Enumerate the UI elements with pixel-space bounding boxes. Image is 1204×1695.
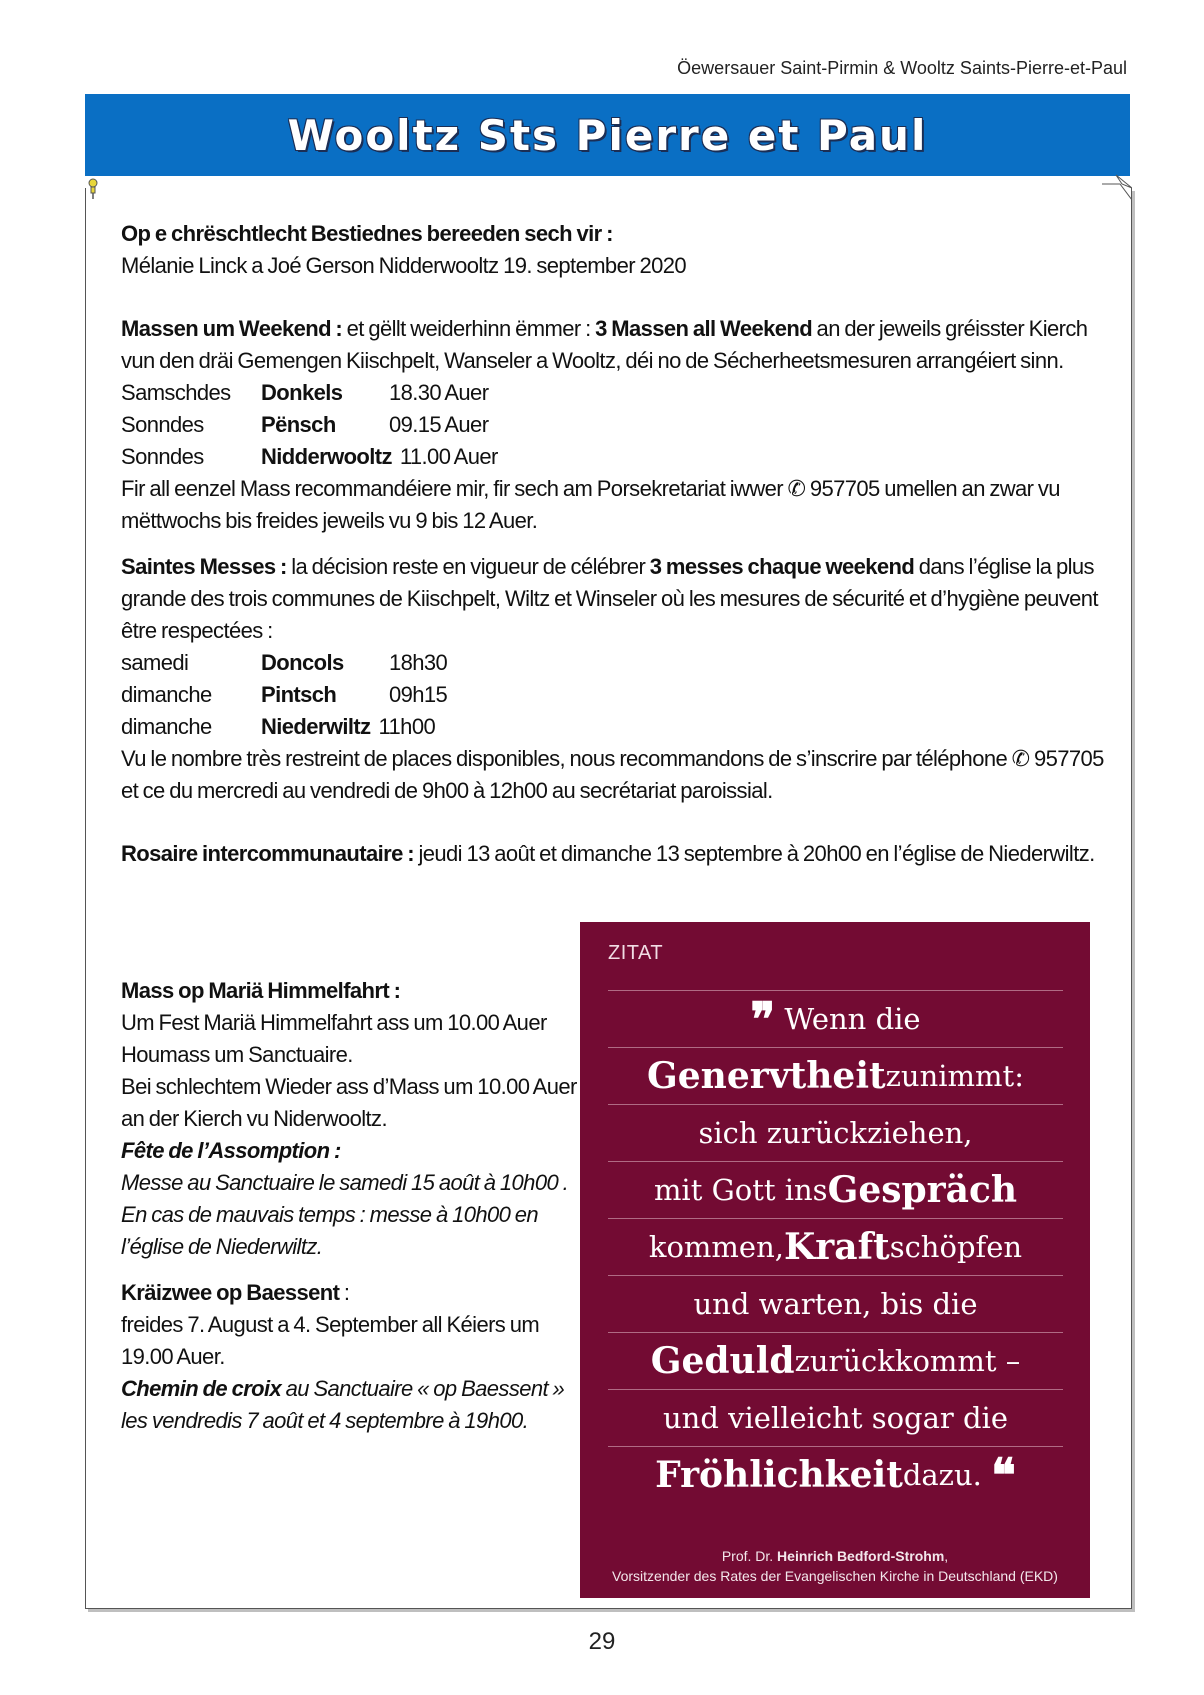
masses-lu-intro [121, 313, 1106, 377]
schedule-time: 11.00 Auer [399, 444, 498, 469]
schedule-row [121, 679, 1106, 711]
masses-fr-note: Vu le nombre très restreint de places disponibles, nous recommandons de s’inscrire par téléphone ✆ 957705 et ce du mercredi au vendredi de 9h00 à 12h00 au secrétariat paroissial. [121, 746, 1104, 803]
stations-lu-heading: Kräizwee op Baessent [121, 1280, 340, 1305]
schedule-day: dimanche [121, 714, 212, 739]
assumption-fr-heading: Fête de l’Assomption : [121, 1138, 341, 1163]
wedding-heading: Op e chrëschtlecht Bestiednes bereeden sech vir : [121, 221, 613, 246]
masses-fr-heading: Saintes Messes : [121, 554, 287, 579]
rosary-section [121, 838, 1106, 870]
masses-fr-text-2: dans l’église la plus grande des trois communes de Kiischpelt, Wiltz et Winseler où les mesures de sécurité et d’hygiène peuvent être respectées : [121, 554, 1098, 643]
quote-keyword: Genervtheit [647, 1055, 886, 1097]
quote-line-3: sich zurückziehen, [698, 1116, 973, 1150]
masses-lu-text-2: an der jeweils gréisster Kierch vun den dräi Gemengen Kiischpelt, Wanseler a Wooltz, déi no de Sécherheetsmesuren arrangéiert sinn. [121, 316, 1088, 373]
stations-fr-text: au Sanctuaire « op Baessent » les vendredis 7 août et 4 septembre à 19h00. [121, 1376, 565, 1433]
quote-label: ZITAT [608, 942, 664, 964]
quote-keyword: Fröhlichkeit [655, 1454, 903, 1496]
schedule-place: Nidderwooltz [261, 444, 392, 469]
quote-line [608, 1162, 1063, 1219]
page-curl-icon [1102, 174, 1132, 200]
quote-text [608, 990, 1063, 1503]
quote-line [608, 1276, 1063, 1333]
rosary-heading: Rosaire intercommunautaire : [121, 841, 414, 866]
quote-box [580, 922, 1090, 1598]
schedule-place: Doncols [261, 650, 344, 675]
rosary-text: jeudi 13 août et dimanche 13 septembre à 20h00 en l’église de Niederwiltz. [413, 841, 1095, 866]
masses-lu-schedule [121, 377, 1106, 473]
stations-fr [121, 1373, 581, 1437]
assumption-fr [121, 1135, 581, 1263]
schedule-time: 18h30 [389, 650, 448, 675]
schedule-place: Pënsch [261, 412, 336, 437]
quote-line [608, 1333, 1063, 1390]
masses-fr-highlight: 3 messes chaque weekend [649, 554, 915, 579]
open-quote-icon: ❞ [750, 992, 776, 1046]
masses-lu-text-1: et gëllt weiderhinn ëmmer : [342, 316, 596, 341]
assumption-fr-text-1: Messe au Sanctuaire le samedi 15 août à 10h00 . [121, 1170, 569, 1195]
quote-line-5-pre: kommen, [648, 1230, 784, 1264]
quote-line-1: Wenn die [784, 1002, 921, 1036]
quote-line [608, 1447, 1063, 1503]
stations-fr-heading: Chemin de croix [121, 1376, 282, 1401]
schedule-row [121, 441, 1106, 473]
masses-lu-note: Fir all eenzel Mass recommandéiere mir, fir sech am Porsekretariat iwwer ✆ 957705 umellen an zwar vu mëttwochs bis freides jeweils vu 9 bis 12 Auer. [121, 476, 1060, 533]
quote-line-6: und warten, bis die [693, 1287, 978, 1321]
left-column [121, 975, 581, 1437]
quote-keyword: Geduld [650, 1340, 795, 1382]
title-banner [85, 94, 1130, 176]
schedule-day: Sonndes [121, 444, 204, 469]
schedule-day: samedi [121, 650, 189, 675]
quote-line-8: und vielleicht sogar die [662, 1401, 1008, 1435]
quote-line-7: zurückkommt – [794, 1344, 1021, 1378]
running-header: Öewersauer Saint-Pirmin & Wooltz Saints-Pierre-et-Paul [677, 58, 1127, 78]
page-number: 29 [588, 1628, 616, 1655]
author-suffix: , [944, 1548, 949, 1564]
quote-line-9: dazu. [902, 1458, 982, 1492]
main-text [121, 218, 1106, 870]
quote-line [608, 1048, 1063, 1105]
page-title: Wooltz Sts Pierre et Paul [287, 110, 928, 160]
schedule-time: 09h15 [389, 682, 448, 707]
schedule-row [121, 409, 1106, 441]
schedule-day: Samschdes [121, 380, 231, 405]
schedule-day: Sonndes [121, 412, 204, 437]
schedule-day: dimanche [121, 682, 212, 707]
stations-lu-text: freides 7. August a 4. September all Kéiers um 19.00 Auer. [121, 1312, 540, 1369]
masses-lu-highlight: 3 Massen all Weekend [595, 316, 813, 341]
quote-line [608, 1219, 1063, 1276]
schedule-place: Niederwiltz [261, 714, 371, 739]
quote-line [608, 1105, 1063, 1162]
schedule-time: 18.30 Auer [389, 380, 489, 405]
close-quote-icon: ❝ [991, 1448, 1016, 1502]
assumption-lu-text-2: Bei schlechtem Wieder ass d’Mass um 10.00 Auer an der Kierch vu Niderwooltz. [121, 1074, 577, 1131]
masses-lu-heading: Massen um Weekend : [121, 316, 343, 341]
stations-lu-heading-suffix: : [339, 1280, 350, 1305]
author-role: Vorsitzender des Rates der Evangelischen Kirche in Deutschland (EKD) [612, 1568, 1058, 1584]
stations-lu [121, 1277, 581, 1373]
quote-line-4: mit Gott ins [653, 1173, 828, 1207]
author-name: Heinrich Bedford-Strohm [777, 1548, 945, 1564]
schedule-row [121, 647, 1106, 679]
quote-line [608, 1390, 1063, 1447]
schedule-time: 09.15 Auer [389, 412, 489, 437]
schedule-row [121, 711, 1106, 743]
quote-line [608, 991, 1063, 1048]
schedule-time: 11h00 [378, 714, 436, 739]
masses-fr-schedule [121, 647, 1106, 743]
masses-fr-text-1: la décision reste en vigueur de célébrer [286, 554, 650, 579]
author-prefix: Prof. Dr. [721, 1548, 778, 1564]
schedule-row [121, 377, 1106, 409]
assumption-lu [121, 975, 581, 1135]
wedding-couple: Mélanie Linck a Joé Gerson Nidderwooltz 19. september 2020 [121, 253, 686, 278]
quote-keyword: Kraft [783, 1226, 890, 1268]
masses-fr-intro [121, 551, 1106, 647]
assumption-fr-text-2: En cas de mauvais temps : messe à 10h00 en l’église de Niederwiltz. [121, 1202, 539, 1259]
schedule-place: Donkels [261, 380, 343, 405]
quote-keyword: Gespräch [827, 1169, 1018, 1211]
quote-author [580, 1546, 1090, 1586]
quote-line-5-post: schöpfen [889, 1230, 1023, 1264]
schedule-place: Pintsch [261, 682, 337, 707]
wedding-section [121, 218, 1106, 282]
assumption-lu-text-1: Um Fest Mariä Himmelfahrt ass um 10.00 Auer Houmass um Sanctuaire. [121, 1010, 547, 1067]
assumption-lu-heading: Mass op Mariä Himmelfahrt : [121, 978, 401, 1003]
quote-line-2: zunimmt: [885, 1059, 1024, 1093]
